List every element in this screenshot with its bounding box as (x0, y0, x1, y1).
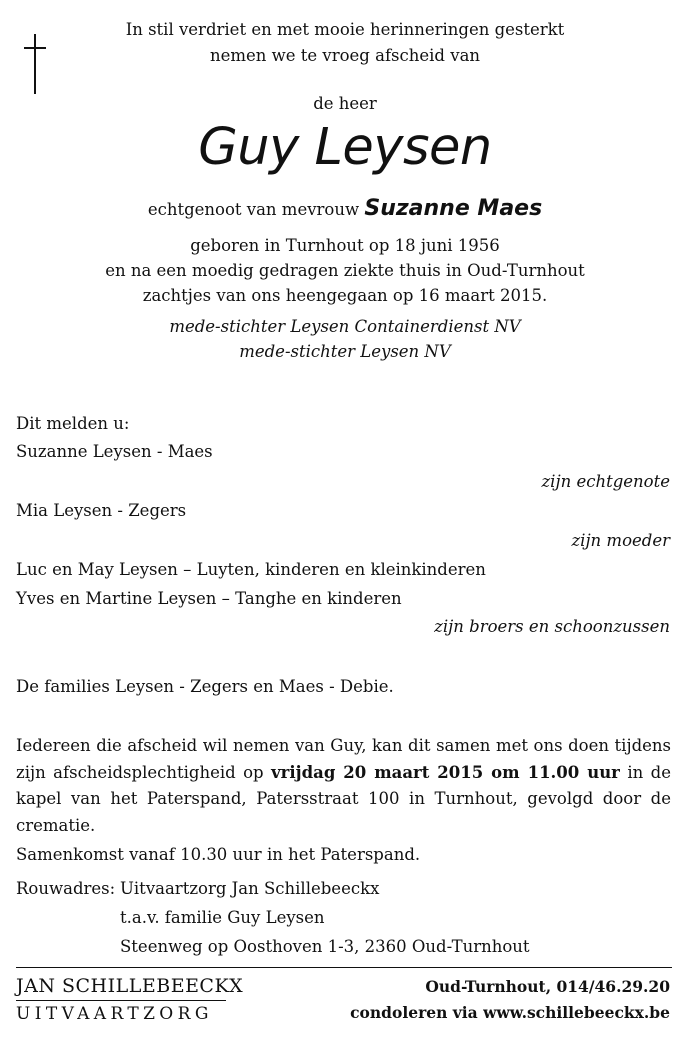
ceremony-text-a: Iedereen die afscheid wil nemen van Guy, kan dit samen met ons doen tijdens zijn afscheidsplechtigheid op (16, 736, 671, 782)
role-line-1: mede-stichter Leysen Containerdienst NV (169, 317, 521, 336)
ceremony-date: vrijdag 20 maart 2015 om 11.00 uur (271, 762, 620, 782)
spouse-line (0, 196, 690, 221)
family-name-1: Suzanne Leysen - Maes (16, 442, 213, 461)
death-line-2: zachtjes van ons heengegaan op 16 maart 2015. (142, 286, 548, 305)
family-relation-2: zijn moeder (571, 531, 670, 550)
family-relation-1: zijn echtgenote (541, 472, 670, 491)
footer-contact: Oud-Turnhout, 014/46.29.20 (425, 977, 670, 996)
families-line: De families Leysen - Zegers en Maes - Debie. (16, 677, 394, 696)
spouse-prefix: echtgenoot van mevrouw (147, 200, 360, 219)
family-name-2: Mia Leysen - Zegers (16, 501, 187, 520)
address-line-1: Uitvaartzorg Jan Schillebeeckx (120, 879, 380, 898)
address-line-3: Steenweg op Oosthoven 1-3, 2360 Oud-Turnhout (120, 937, 530, 956)
family-intro: Dit melden u: (16, 414, 130, 433)
deceased-name: Guy Leysen (198, 118, 492, 177)
header-line-2: nemen we te vroeg afscheid van (209, 46, 481, 65)
spouse-name: Suzanne Maes (364, 196, 543, 221)
logo-name: JAN SCHILLEBEECKX (16, 975, 244, 997)
address-line-2: t.a.v. familie Guy Leysen (120, 908, 325, 927)
footer-condolences[interactable]: condoleren via www.schillebeeckx.be (350, 1003, 670, 1022)
death-line-1: en na een moedig gedragen ziekte thuis in Oud-Turnhout (105, 261, 585, 280)
family-name-3: Luc en May Leysen – Luyten, kinderen en kleinkinderen (16, 560, 486, 579)
ceremony-text-b: in de kapel van het Paterspand, Patersstraat 100 in Turnhout, gevolgd door de crematie. (16, 762, 672, 835)
logo-subtitle: UITVAARTZORG (16, 1004, 213, 1024)
header-line-1: In stil verdriet en met mooie herinneringen gesterkt (125, 20, 565, 39)
family-name-4: Yves en Martine Leysen – Tanghe en kinderen (16, 589, 402, 608)
name-prefix: de heer (313, 94, 377, 113)
birth-line: geboren in Turnhout op 18 juni 1956 (190, 236, 500, 255)
gathering-line: Samenkomst vanaf 10.30 uur in het Paterspand. (16, 845, 421, 864)
footer-divider (16, 967, 672, 968)
role-line-2: mede-stichter Leysen NV (239, 342, 451, 361)
family-relation-4: zijn broers en schoonzussen (434, 617, 670, 636)
logo-divider (16, 1000, 226, 1001)
address-label: Rouwadres: (16, 879, 116, 898)
